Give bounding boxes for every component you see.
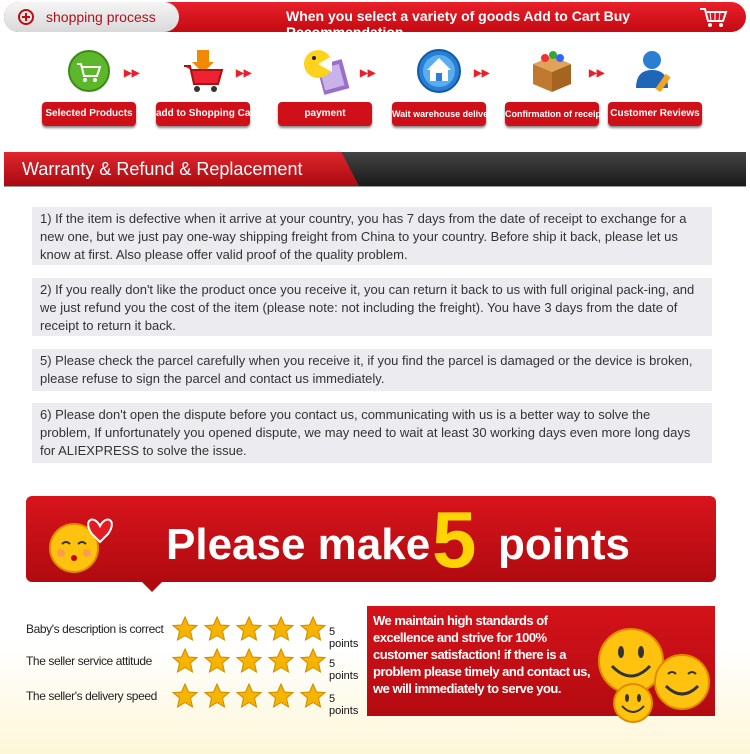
step-label: Confirmation of receipt <box>505 102 599 126</box>
rating-stars <box>172 648 332 679</box>
star-icon <box>300 683 326 709</box>
payment-icon <box>300 46 350 96</box>
banner-number: 5 <box>432 495 477 584</box>
star-icon <box>236 648 262 674</box>
chevron-right-icon: ▶▶ <box>360 68 376 79</box>
star-icon <box>204 616 230 642</box>
star-icon <box>172 648 198 674</box>
box-icon <box>527 46 577 96</box>
shopping-cart-icon <box>178 46 228 96</box>
chevron-right-icon: ▶▶ <box>124 68 140 79</box>
rating-stars <box>172 683 332 714</box>
policy-item: 6) Please don't open the dispute before you contact us, communicating with us is a better way to solve the problem, If unfortunately you opened dispute, we may need to wait at least 30 working days even more long days for ALIEXPRESS to solve the issue. <box>32 403 712 463</box>
divider <box>4 186 746 187</box>
star-icon <box>300 648 326 674</box>
banner-text-after: points <box>498 520 630 569</box>
promise-text: We maintain high standards of excellence and strive for 100% customer satisfaction! if there is a problem please timely and contact us, we will immediately to serve you. <box>373 613 591 696</box>
step-warehouse-delivery[interactable] <box>392 46 497 119</box>
step-label: Wait warehouse delivery <box>392 102 486 126</box>
step-label: payment <box>278 102 372 126</box>
user-review-icon <box>630 46 680 96</box>
rating-row-delivery <box>26 687 366 717</box>
star-icon <box>172 683 198 709</box>
plus-icon <box>18 9 34 25</box>
rating-label: Baby's description is correct <box>26 622 164 636</box>
policy-item: 2) If you really don't like the product once you receive it, you can return it back to us with full original pack-ing, and we just refund you the cost of the item (please note: not including the freight). You have 3 days from the date of receipt to return it back. <box>32 278 712 336</box>
kiss-smiley-icon <box>44 508 120 578</box>
rating-points: 5 points <box>329 658 359 682</box>
shopping-process-label: shopping process <box>46 9 156 25</box>
step-confirmation[interactable] <box>505 46 605 119</box>
smiley-icon <box>612 682 654 724</box>
chevron-right-icon: ▶▶ <box>236 68 252 79</box>
header-recommendation-text: When you select a variety of goods Add to Cart Buy Recommendation <box>286 8 631 40</box>
shopping-process-tab[interactable] <box>4 2 179 32</box>
step-payment[interactable] <box>278 46 372 119</box>
process-steps <box>0 46 750 131</box>
star-icon <box>236 683 262 709</box>
star-icon <box>204 683 230 709</box>
step-label: Customer Reviews <box>608 102 702 126</box>
rating-label: The seller's delivery speed <box>26 689 157 703</box>
star-icon <box>172 616 198 642</box>
rating-row-description <box>26 620 366 650</box>
star-icon <box>236 616 262 642</box>
star-icon <box>268 648 294 674</box>
rating-row-service <box>26 652 366 682</box>
rating-points: 5 points <box>329 693 359 717</box>
policy-item: 1) If the item is defective when it arrive at your country, you has 7 days from the date of receipt to exchange for a new one, but we just pay one-way shipping freight from China to your country. Before ship it back, please let us know at first. Also please offer valid proof of the quality problem. <box>32 207 712 265</box>
step-selected-products[interactable] <box>42 46 136 119</box>
policy-item: 5) Please check the parcel carefully when you receive it, if you find the parcel is damaged or the device is broken, please refuse to sign the parcel and contact us immediately. <box>32 349 712 391</box>
step-label: Selected Products <box>42 102 136 126</box>
home-icon <box>414 46 464 96</box>
smiley-icon <box>652 652 712 712</box>
cart-icon <box>698 6 728 28</box>
step-label: add to Shopping Cart <box>156 102 250 126</box>
star-icon <box>204 648 230 674</box>
star-icon <box>268 683 294 709</box>
step-customer-reviews[interactable] <box>608 46 702 119</box>
shopping-process-header <box>4 2 746 40</box>
warranty-title: Warranty & Refund & Replacement <box>22 159 303 179</box>
banner-tail <box>140 580 164 592</box>
star-icon <box>268 616 294 642</box>
chevron-right-icon: ▶▶ <box>589 68 605 79</box>
rating-points: 5 points <box>329 626 359 650</box>
rating-label: The seller service attitude <box>26 654 152 668</box>
cart-circle-icon <box>64 46 114 96</box>
banner-text-before: Please make <box>166 520 431 569</box>
rating-stars <box>172 616 332 647</box>
chevron-right-icon: ▶▶ <box>474 68 490 79</box>
star-icon <box>300 616 326 642</box>
